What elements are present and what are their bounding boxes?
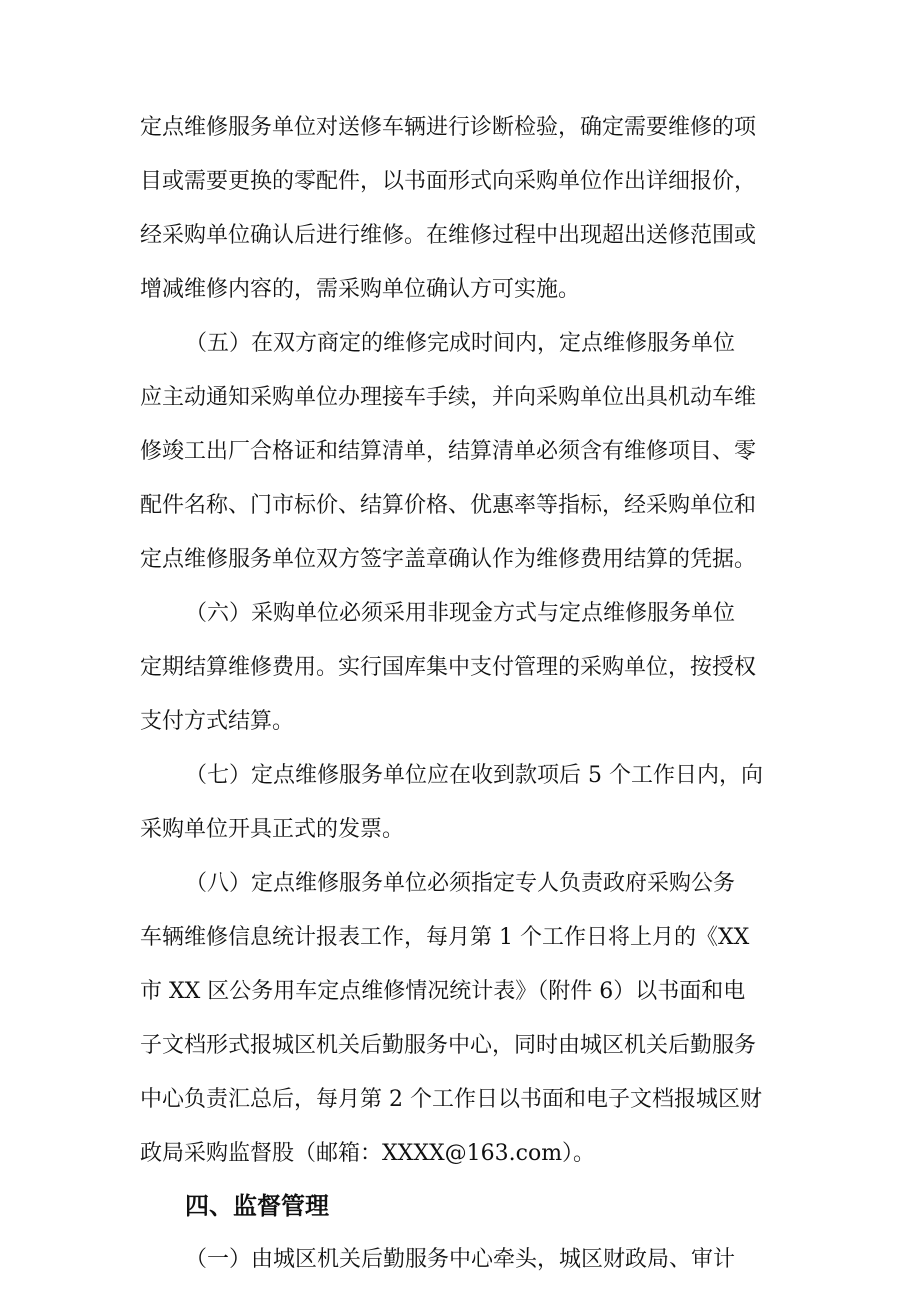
paragraph-line: 定点维修服务单位双方签字盖章确认作为维修费用结算的凭据。 bbox=[140, 547, 757, 572]
paragraph-line: （七）定点维修服务单位应在收到款项后 5 个工作日内，向 bbox=[185, 763, 763, 788]
paragraph-line: （一）由城区机关后勤服务中心牵头，城区财政局、审计 bbox=[185, 1247, 736, 1272]
paragraph-line: （五）在双方商定的维修完成时间内，定点维修服务单位 bbox=[185, 331, 736, 356]
paragraph-line: 市 XX 区公务用车定点维修情况统计表》（附件 6）以书面和电 bbox=[140, 979, 746, 1004]
paragraph-line: （六）采购单位必须采用非现金方式与定点维修服务单位 bbox=[185, 601, 736, 626]
paragraph-line: 政局采购监督股（邮箱：XXXX@163.com）。 bbox=[140, 1141, 596, 1166]
paragraph-line: 定点维修服务单位对送修车辆进行诊断检验，确定需要维修的项 bbox=[140, 115, 757, 140]
section-heading: 四、监督管理 bbox=[185, 1192, 329, 1220]
paragraph-line: 中心负责汇总后，每月第 2 个工作日以书面和电子文档报城区财 bbox=[140, 1087, 762, 1112]
paragraph-line: 修竣工出厂合格证和结算清单，结算清单必须含有维修项目、零 bbox=[140, 439, 757, 464]
paragraph-line: 车辆维修信息统计报表工作，每月第 1 个工作日将上月的《XX bbox=[140, 925, 750, 950]
paragraph-line: 目或需要更换的零配件，以书面形式向采购单位作出详细报价， bbox=[140, 169, 757, 194]
paragraph-line: 经采购单位确认后进行维修。在维修过程中出现超出送修范围或 bbox=[140, 223, 757, 248]
paragraph-line: 配件名称、门市标价、结算价格、优惠率等指标，经采购单位和 bbox=[140, 493, 757, 518]
paragraph-line: （八）定点维修服务单位必须指定专人负责政府采购公务 bbox=[185, 871, 736, 896]
paragraph-line: 子文档形式报城区机关后勤服务中心，同时由城区机关后勤服务 bbox=[140, 1033, 757, 1058]
paragraph-line: 应主动通知采购单位办理接车手续，并向采购单位出具机动车维 bbox=[140, 385, 757, 410]
paragraph-line: 定期结算维修费用。实行国库集中支付管理的采购单位，按授权 bbox=[140, 655, 757, 680]
paragraph-line: 支付方式结算。 bbox=[140, 709, 295, 734]
paragraph-line: 增减维修内容的，需采购单位确认方可实施。 bbox=[140, 277, 581, 302]
paragraph-line: 采购单位开具正式的发票。 bbox=[140, 817, 405, 842]
